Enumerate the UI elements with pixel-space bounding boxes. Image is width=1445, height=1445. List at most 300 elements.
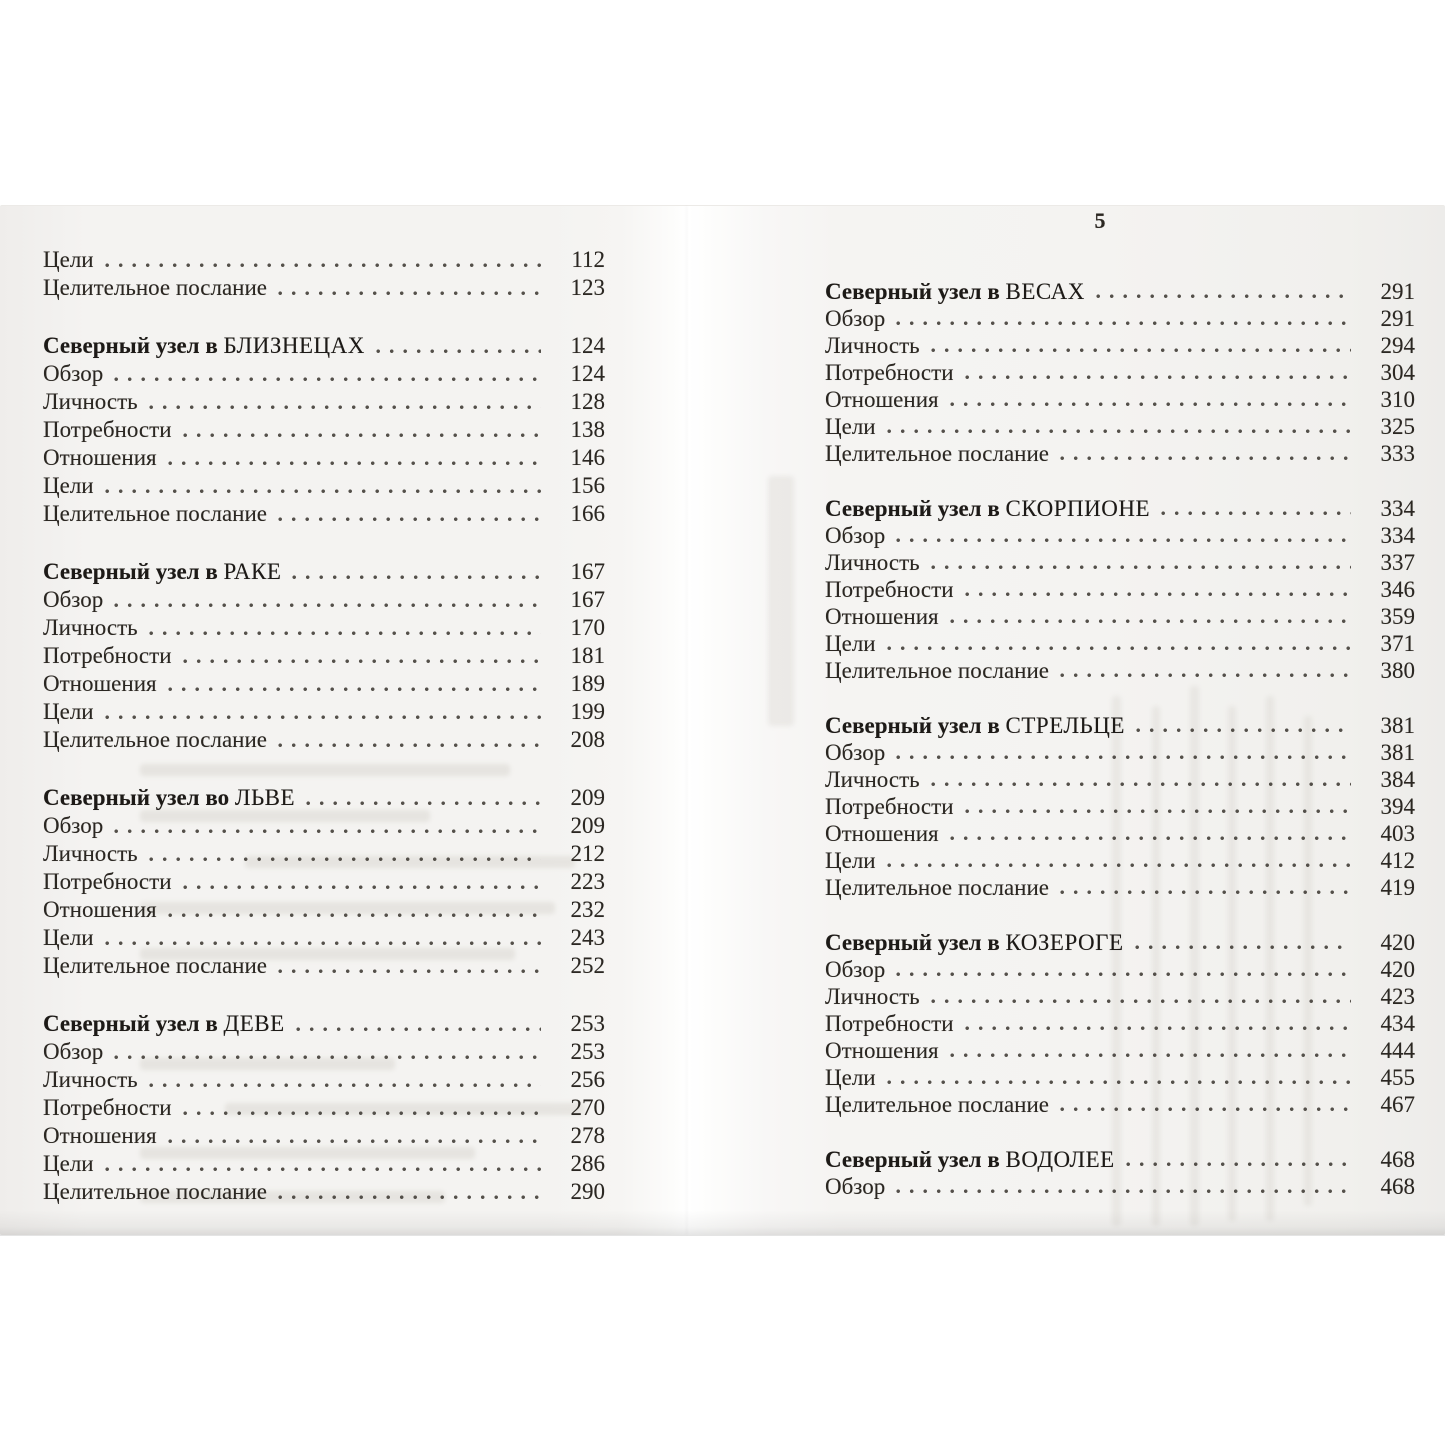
toc-row — [825, 495, 1415, 522]
dot-leader — [294, 1010, 541, 1038]
dot-leader — [948, 603, 1351, 630]
toc-page-number: 444 — [1380, 1038, 1415, 1063]
toc-entry-label — [43, 1038, 103, 1066]
toc-entry-text: Обзор — [825, 957, 886, 982]
toc-entry-text: Цели — [43, 473, 94, 498]
dot-leader — [1058, 657, 1351, 684]
dot-leader — [166, 670, 541, 698]
toc-entry-text: Цели — [43, 925, 94, 950]
toc-row — [43, 614, 605, 642]
toc-row — [43, 840, 605, 868]
dot-leader — [929, 983, 1351, 1010]
toc-entry-text: Личность — [43, 1067, 138, 1092]
toc-entry-label — [825, 983, 920, 1010]
toc-entry-label — [43, 472, 94, 500]
toc-row — [43, 698, 605, 726]
toc-entry-text: Целительное послание — [43, 501, 267, 526]
toc-page-number: 333 — [1380, 441, 1415, 466]
dot-leader — [894, 739, 1351, 766]
dot-leader — [181, 1094, 542, 1122]
toc-entry-text: Отношения — [825, 387, 939, 412]
toc-row — [43, 444, 605, 472]
toc-row — [825, 332, 1415, 359]
toc-entry-label — [43, 388, 138, 416]
dot-leader — [181, 416, 542, 444]
dot-leader — [181, 642, 542, 670]
toc-entry-text: Целительное послание — [825, 1092, 1049, 1117]
dot-leader — [885, 1064, 1351, 1091]
toc-entry-label — [825, 874, 1049, 901]
toc-entry-text: Отношения — [43, 445, 157, 470]
dot-leader — [894, 1173, 1351, 1200]
toc-entry-text: Потребности — [825, 1011, 954, 1036]
toc-row — [825, 1010, 1415, 1037]
toc-section-prefix: Северный узел во — [43, 785, 235, 810]
toc-row — [43, 586, 605, 614]
toc-row — [825, 305, 1415, 332]
dot-leader — [894, 305, 1351, 332]
toc-page-number: 232 — [570, 897, 605, 922]
toc-page-number: 467 — [1380, 1092, 1415, 1117]
toc-page-number: 420 — [1380, 957, 1415, 982]
toc-section-prefix: Северный узел в — [825, 279, 1006, 304]
toc-page-number: 310 — [1380, 387, 1415, 412]
dot-leader — [894, 956, 1351, 983]
dot-leader — [103, 246, 541, 274]
toc-page-number: 294 — [1380, 333, 1415, 358]
toc-section-prefix: Северный узел в — [825, 1147, 1006, 1172]
toc-entry-label — [825, 522, 885, 549]
toc-entry-text: Обзор — [825, 306, 886, 331]
toc-entry-label — [825, 305, 885, 332]
toc-row — [825, 603, 1415, 630]
bleed-through-smudge — [768, 476, 794, 726]
toc-entry-label — [43, 1122, 157, 1150]
toc-entry-label — [43, 246, 94, 274]
dot-leader — [929, 549, 1351, 576]
toc-entry-text: Целительное послание — [43, 727, 267, 752]
toc-row — [43, 868, 605, 896]
dot-leader — [1124, 1146, 1351, 1173]
toc-row — [825, 1146, 1415, 1173]
toc-page-number: 156 — [570, 473, 605, 498]
toc-entry-label — [43, 444, 157, 472]
toc-sign-name: ВОДОЛЕЕ — [1005, 1147, 1115, 1172]
toc-row — [825, 956, 1415, 983]
toc-entry-text: Цели — [825, 848, 876, 873]
toc-sign-name: СТРЕЛЬЦЕ — [1005, 713, 1125, 738]
dot-leader — [276, 274, 541, 302]
toc-page-number: 189 — [570, 671, 605, 696]
toc-page-number: 124 — [570, 333, 605, 358]
toc-row — [43, 1094, 605, 1122]
toc-page-number: 403 — [1380, 821, 1415, 846]
dot-leader — [374, 332, 541, 360]
dot-leader — [166, 896, 541, 924]
dot-leader — [948, 386, 1351, 413]
toc-page-number: 138 — [570, 417, 605, 442]
toc-section-prefix: Северный узел в — [825, 496, 1006, 521]
dot-leader — [963, 1010, 1352, 1037]
toc-entry-label — [43, 924, 94, 952]
toc-entry-label — [825, 956, 885, 983]
toc-page-number: 146 — [570, 445, 605, 470]
toc-entry-label — [825, 359, 954, 386]
toc-entry-label — [825, 1037, 939, 1064]
dot-leader — [1058, 1091, 1351, 1118]
toc-entry-text: Потребности — [43, 643, 172, 668]
dot-leader — [885, 630, 1351, 657]
toc-row — [825, 1173, 1415, 1200]
toc-page-number: 434 — [1380, 1011, 1415, 1036]
page-number-folio: 5 — [1094, 208, 1106, 233]
toc-row — [43, 726, 605, 754]
toc-page-number: 256 — [570, 1067, 605, 1092]
dot-leader — [103, 472, 541, 500]
toc-page-number: 253 — [570, 1039, 605, 1064]
toc-page-number: 243 — [570, 925, 605, 950]
toc-row — [43, 1010, 605, 1038]
dot-leader — [304, 784, 541, 812]
toc-row — [43, 416, 605, 444]
toc-page-number: 208 — [570, 727, 605, 752]
toc-page-number: 412 — [1380, 848, 1415, 873]
toc-entry-label — [825, 712, 1125, 739]
toc-entry-text: Потребности — [825, 360, 954, 385]
dot-leader — [948, 1037, 1351, 1064]
dot-leader — [103, 924, 541, 952]
toc-entry-text: Цели — [43, 699, 94, 724]
dot-leader — [929, 766, 1351, 793]
toc-row — [825, 820, 1415, 847]
toc-page-number: 291 — [1380, 306, 1415, 331]
dot-leader — [948, 820, 1351, 847]
dot-leader — [276, 952, 541, 980]
toc-page-number: 167 — [570, 559, 605, 584]
dot-leader — [166, 1122, 541, 1150]
toc-row — [825, 1064, 1415, 1091]
toc-page-number: 209 — [570, 813, 605, 838]
toc-section-prefix: Северный узел в — [825, 930, 1006, 955]
toc-sign-name: ВЕСАХ — [1005, 279, 1085, 304]
toc-entry-text: Обзор — [43, 813, 104, 838]
toc-row — [43, 896, 605, 924]
toc-row — [43, 246, 605, 274]
dot-leader — [112, 586, 541, 614]
toc-page-number: 468 — [1380, 1147, 1415, 1172]
toc-page-number: 270 — [570, 1095, 605, 1120]
dot-leader — [963, 359, 1352, 386]
toc-entry-text: Целительное послание — [825, 658, 1049, 683]
dot-leader — [1058, 440, 1351, 467]
toc-entry-text: Целительное послание — [825, 441, 1049, 466]
dot-leader — [181, 868, 542, 896]
toc-entry-label — [43, 1094, 172, 1122]
toc-entry-text: Целительное послание — [43, 1179, 267, 1204]
toc-entry-label — [825, 332, 920, 359]
toc-row — [43, 642, 605, 670]
toc-entry-label — [825, 603, 939, 630]
toc-entry-text: Целительное послание — [43, 275, 267, 300]
toc-page-number: 209 — [570, 785, 605, 810]
toc-entry-text: Обзор — [43, 587, 104, 612]
dot-leader — [276, 500, 541, 528]
toc-entry-text: Отношения — [43, 897, 157, 922]
toc-page-number: 124 — [570, 361, 605, 386]
toc-entry-label — [43, 1066, 138, 1094]
toc-page-number: 278 — [570, 1123, 605, 1148]
toc-page-number: 380 — [1380, 658, 1415, 683]
toc-sign-name: БЛИЗНЕЦАХ — [223, 333, 365, 358]
toc-row — [825, 522, 1415, 549]
toc-page-number: 123 — [570, 275, 605, 300]
toc-page-number: 325 — [1380, 414, 1415, 439]
toc-row — [825, 278, 1415, 305]
toc-row — [43, 1038, 605, 1066]
toc-entry-text: Обзор — [825, 1174, 886, 1199]
toc-row — [825, 1037, 1415, 1064]
toc-row — [43, 924, 605, 952]
dot-leader — [1058, 874, 1351, 901]
toc-entry-text: Обзор — [43, 361, 104, 386]
toc-entry-text: Личность — [43, 389, 138, 414]
toc-entry-text: Целительное послание — [43, 953, 267, 978]
toc-entry-text: Обзор — [43, 1039, 104, 1064]
toc-entry-text: Личность — [825, 984, 920, 1009]
toc-row — [825, 983, 1415, 1010]
toc-entry-label — [43, 586, 103, 614]
dot-leader — [147, 840, 541, 868]
toc-entry-label — [43, 614, 138, 642]
toc-entry-label — [43, 360, 103, 388]
toc-entry-text: Цели — [43, 1151, 94, 1176]
toc-entry-label — [825, 630, 876, 657]
toc-entry-label — [825, 1091, 1049, 1118]
toc-entry-text: Цели — [825, 1065, 876, 1090]
dot-leader — [103, 1150, 541, 1178]
toc-page-number: 468 — [1380, 1174, 1415, 1199]
toc-page-number: 334 — [1380, 523, 1415, 548]
toc-entry-text: Потребности — [43, 1095, 172, 1120]
toc-page-number: 334 — [1380, 496, 1415, 521]
toc-row — [825, 739, 1415, 766]
toc-row — [825, 440, 1415, 467]
dot-leader — [1094, 278, 1351, 305]
dot-leader — [147, 388, 541, 416]
toc-entry-label — [825, 657, 1049, 684]
toc-entry-label — [825, 495, 1150, 522]
toc-page-number: 394 — [1380, 794, 1415, 819]
toc-entry-text: Потребности — [825, 794, 954, 819]
toc-page-number: 291 — [1380, 279, 1415, 304]
toc-page-number: 419 — [1380, 875, 1415, 900]
toc-page-number: 420 — [1380, 930, 1415, 955]
toc-entry-label — [43, 416, 172, 444]
toc-row — [825, 874, 1415, 901]
toc-row — [825, 1091, 1415, 1118]
toc-entry-label — [825, 1146, 1115, 1173]
toc-entry-label — [43, 1150, 94, 1178]
toc-page-number: 112 — [571, 247, 605, 272]
toc-row — [43, 472, 605, 500]
toc-row — [825, 847, 1415, 874]
toc-row — [825, 413, 1415, 440]
toc-row — [43, 274, 605, 302]
toc-entry-text: Отношения — [825, 1038, 939, 1063]
toc-entry-label — [825, 766, 920, 793]
dot-leader — [166, 444, 541, 472]
dot-leader — [929, 332, 1351, 359]
toc-entry-text: Личность — [43, 615, 138, 640]
toc-row — [43, 388, 605, 416]
open-book-spread — [0, 205, 1445, 1235]
toc-page-number: 170 — [570, 615, 605, 640]
toc-row — [43, 812, 605, 840]
toc-entry-label — [825, 576, 954, 603]
toc-entry-label — [43, 274, 267, 302]
toc-row — [43, 558, 605, 586]
toc-entry-text: Потребности — [43, 869, 172, 894]
toc-entry-label — [825, 1010, 954, 1037]
dot-leader — [103, 698, 541, 726]
toc-entry-label — [825, 929, 1124, 956]
toc-page-number: 371 — [1380, 631, 1415, 656]
toc-page-number: 181 — [570, 643, 605, 668]
toc-entry-label — [43, 642, 172, 670]
toc-section-prefix: Северный узел в — [43, 1011, 224, 1036]
toc-entry-text: Личность — [825, 767, 920, 792]
toc-entry-label — [43, 1010, 285, 1038]
toc-entry-label — [825, 1173, 885, 1200]
toc-entry-text: Личность — [825, 550, 920, 575]
toc-row — [825, 630, 1415, 657]
dot-leader — [276, 726, 541, 754]
toc-sign-name: ДЕВЕ — [223, 1011, 285, 1036]
toc-entry-text: Личность — [43, 841, 138, 866]
toc-row — [825, 712, 1415, 739]
toc-page-number: 337 — [1380, 550, 1415, 575]
dot-leader — [894, 522, 1351, 549]
toc-entry-label — [43, 784, 295, 812]
toc-row — [825, 549, 1415, 576]
toc-page-number: 286 — [570, 1151, 605, 1176]
toc-row — [43, 1178, 605, 1206]
dot-leader — [963, 576, 1352, 603]
toc-page-number: 223 — [570, 869, 605, 894]
dot-leader — [963, 793, 1352, 820]
toc-page-number: 304 — [1380, 360, 1415, 385]
toc-page-number: 199 — [570, 699, 605, 724]
toc-entry-text: Цели — [825, 414, 876, 439]
toc-row — [825, 929, 1415, 956]
toc-page-number: 346 — [1380, 577, 1415, 602]
dot-leader — [112, 360, 541, 388]
toc-entry-label — [825, 386, 939, 413]
toc-section-prefix: Северный узел в — [43, 333, 224, 358]
toc-row — [825, 359, 1415, 386]
toc-entry-label — [43, 952, 267, 980]
toc-entry-text: Обзор — [825, 523, 886, 548]
toc-row — [825, 793, 1415, 820]
toc-entry-label — [825, 739, 885, 766]
toc-row — [43, 360, 605, 388]
toc-entry-label — [43, 500, 267, 528]
toc-page-number: 290 — [570, 1179, 605, 1204]
toc-entry-text: Отношения — [825, 604, 939, 629]
toc-entry-label — [825, 847, 876, 874]
toc-entry-label — [43, 896, 157, 924]
toc-page-number: 253 — [570, 1011, 605, 1036]
toc-page-number: 423 — [1380, 984, 1415, 1009]
toc-page-number: 384 — [1380, 767, 1415, 792]
toc-entry-label — [43, 558, 281, 586]
toc-row — [825, 386, 1415, 413]
left-page-toc — [43, 246, 605, 1206]
toc-page-number: 212 — [570, 841, 605, 866]
toc-row — [43, 952, 605, 980]
dot-leader — [112, 1038, 541, 1066]
toc-entry-label — [825, 440, 1049, 467]
dot-leader — [885, 847, 1351, 874]
dot-leader — [1159, 495, 1351, 522]
toc-entry-label — [43, 840, 138, 868]
toc-row — [43, 500, 605, 528]
toc-entry-text: Личность — [825, 333, 920, 358]
toc-page-number: 128 — [570, 389, 605, 414]
toc-entry-text: Цели — [43, 247, 94, 272]
toc-sign-name: СКОРПИОНЕ — [1005, 496, 1151, 521]
dot-leader — [290, 558, 541, 586]
toc-row — [43, 1066, 605, 1094]
toc-entry-label — [43, 868, 172, 896]
toc-section-prefix: Северный узел в — [825, 713, 1006, 738]
right-page-toc — [825, 278, 1415, 1200]
toc-page-number: 381 — [1380, 740, 1415, 765]
toc-page-number: 167 — [570, 587, 605, 612]
toc-entry-label — [825, 278, 1085, 305]
toc-page-number: 252 — [570, 953, 605, 978]
toc-entry-label — [43, 670, 157, 698]
toc-row — [43, 1122, 605, 1150]
toc-sign-name: ЛЬВЕ — [234, 785, 296, 810]
toc-row — [825, 657, 1415, 684]
toc-page-number: 455 — [1380, 1065, 1415, 1090]
toc-entry-label — [825, 793, 954, 820]
dot-leader — [1133, 929, 1352, 956]
toc-entry-label — [43, 332, 365, 360]
toc-page-number: 359 — [1380, 604, 1415, 629]
toc-entry-text: Потребности — [825, 577, 954, 602]
toc-entry-text: Потребности — [43, 417, 172, 442]
dot-leader — [112, 812, 541, 840]
toc-entry-text: Цели — [825, 631, 876, 656]
toc-row — [825, 576, 1415, 603]
toc-sign-name: КОЗЕРОГЕ — [1005, 930, 1124, 955]
toc-entry-label — [43, 698, 94, 726]
toc-section-prefix: Северный узел в — [43, 559, 224, 584]
toc-entry-label — [43, 1178, 267, 1206]
toc-entry-text: Отношения — [43, 1123, 157, 1148]
dot-leader — [1134, 712, 1351, 739]
toc-row — [825, 766, 1415, 793]
dot-leader — [276, 1178, 541, 1206]
toc-row — [43, 1150, 605, 1178]
toc-entry-text: Целительное послание — [825, 875, 1049, 900]
dot-leader — [147, 1066, 541, 1094]
toc-entry-label — [825, 549, 920, 576]
dot-leader — [885, 413, 1351, 440]
toc-entry-label — [43, 812, 103, 840]
